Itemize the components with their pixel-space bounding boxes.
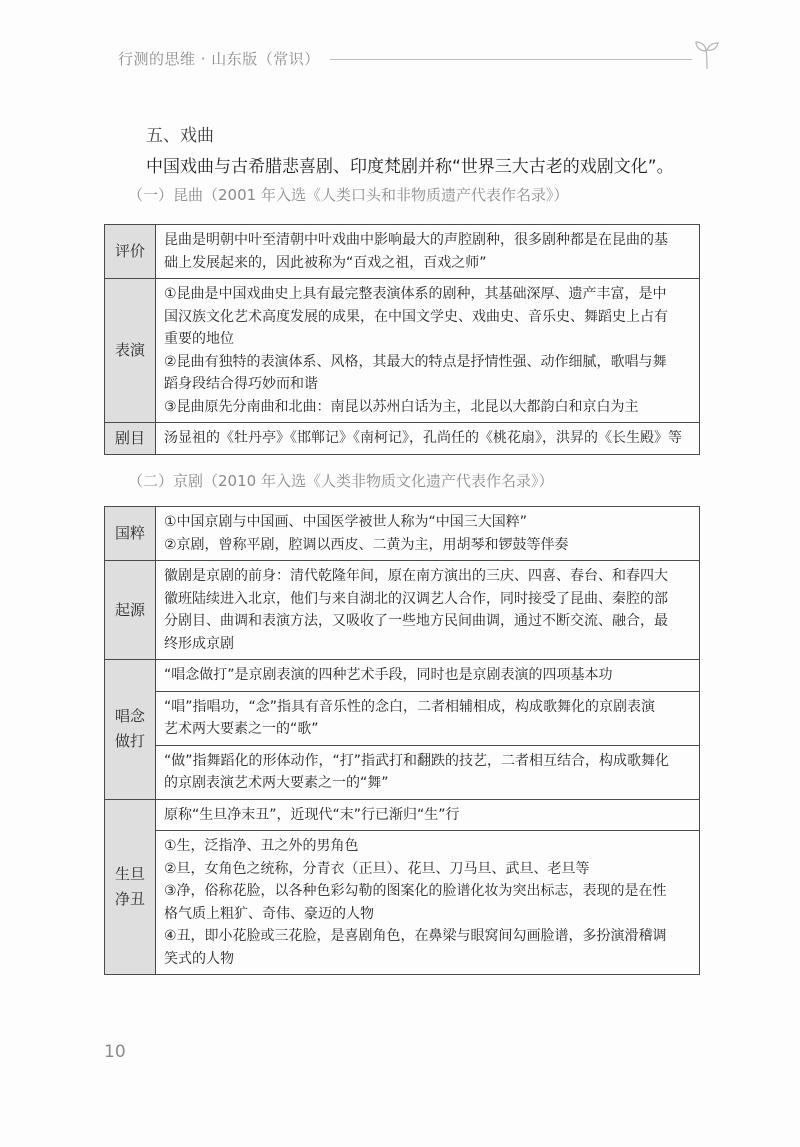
text-line: 国汉族文化艺术高度发展的成果，在中国文学史、戏曲史、音乐史、舞蹈史上占有 bbox=[164, 308, 668, 325]
row-label: 表演 bbox=[105, 279, 156, 423]
label-line: 生旦 bbox=[114, 864, 145, 883]
skills-zuo-da bbox=[156, 745, 699, 799]
row-label: 剧目 bbox=[105, 423, 156, 455]
text-line: ①生，泛指净、丑之外的男角色 bbox=[164, 838, 359, 854]
roles-details bbox=[156, 830, 699, 974]
kunqu-row-evaluation bbox=[105, 225, 700, 279]
text-line: 蹈身段结合得巧妙而和谐 bbox=[164, 376, 318, 392]
text-line: 格气质上粗犷、奇伟、豪迈的人物 bbox=[164, 905, 374, 922]
text-line: ②旦，女角色之统称，分青衣（正旦）、花旦、刀马旦、武旦、老旦等 bbox=[164, 860, 590, 877]
text-line: 础上发展起来的，因此被称为“百戏之祖，百戏之师” bbox=[164, 254, 487, 271]
text-line: 汤显祖的《牡丹亭》《邯郸记》《南柯记》，孔尚任的《桃花扇》，洪昇的《长生殿》等 bbox=[164, 430, 682, 446]
row-content bbox=[156, 799, 700, 975]
jingju-row-performance-skills bbox=[105, 660, 700, 800]
row-label: 评价 bbox=[105, 225, 156, 279]
row-content bbox=[156, 225, 700, 279]
text-line: 徽剧是京剧的前身：清代乾隆年间，原在南方演出的三庆、四喜、春台、和春四大 bbox=[164, 568, 668, 584]
skills-chang-nian bbox=[156, 691, 699, 745]
jingju-table bbox=[104, 506, 700, 975]
text-line: “唱念做打”是京剧表演的四种艺术手段，同时也是京剧表演的四项基本功 bbox=[164, 667, 613, 683]
text-line: ③昆曲原先分南曲和北曲：南昆以苏州白话为主，北昆以大都韵白和京白为主 bbox=[164, 398, 639, 415]
text-line: ②京剧，曾称平剧，腔调以西皮、二黄为主，用胡琴和锣鼓等伴奏 bbox=[164, 536, 569, 553]
running-title: 行测的思维 · 山东版（常识） bbox=[118, 50, 320, 68]
row-content bbox=[156, 423, 700, 455]
jingju-row-roles bbox=[105, 799, 700, 975]
text-line: “做”指舞蹈化的形体动作，“打”指武打和翻跌的技艺，二者相互结合，构成歌舞化 bbox=[164, 752, 670, 769]
text-line: 终形成京剧 bbox=[164, 635, 234, 652]
text-line: “唱”指唱功，“念”指具有音乐性的念白，二者相辅相成，构成歌舞化的京剧表演 bbox=[164, 698, 656, 715]
text-line: 分剧目、曲调和表演方法，又吸收了一些地方民间曲调，通过不断交流、融合，最 bbox=[164, 613, 668, 629]
text-line: ①昆曲是中国戏曲史上具有最完整表演体系的剧种，其基础深厚、遗产丰富，是中 bbox=[164, 286, 667, 302]
row-content bbox=[156, 279, 700, 423]
skills-summary bbox=[156, 660, 699, 691]
text-line: ④丑，即小花脸或三花脸，是喜剧角色，在鼻梁与眼窝间勾画脸谱，多扮演滑稽调 bbox=[164, 928, 667, 944]
kunqu-table bbox=[104, 224, 700, 455]
kunqu-heading: （一）昆曲（2001 年入选《人类口头和非物质遗产代表作名录》） bbox=[128, 186, 569, 204]
text-line: 艺术两大要素之一的“歌” bbox=[164, 721, 319, 737]
text-line: 的京剧表演艺术两大要素之一的“舞” bbox=[164, 775, 389, 791]
jingju-row-national-essence bbox=[105, 507, 700, 561]
roles-summary bbox=[156, 800, 699, 831]
jingju-heading: （二）京剧（2010 年入选《人类非物质文化遗产代表作名录》） bbox=[128, 472, 554, 490]
label-line: 唱念 bbox=[114, 707, 145, 726]
sprout-leaf-icon bbox=[694, 40, 720, 70]
text-line: 笑式的人物 bbox=[164, 950, 234, 967]
text-line: 徽班陆续进入北京，他们与来自湖北的汉调艺人合作，同时接受了昆曲、秦腔的部 bbox=[164, 590, 668, 607]
section-title: 五、戏曲 bbox=[146, 126, 214, 146]
text-line: 昆曲是明朝中叶至清朝中叶戏曲中影响最大的声腔剧种，很多剧种都是在昆曲的基 bbox=[164, 232, 668, 248]
text-line: ②昆曲有独特的表演体系、风格，其最大的特点是抒情性强、动作细腻，歌唱与舞 bbox=[164, 353, 667, 370]
row-label: 起源 bbox=[105, 561, 156, 660]
label-line: 做打 bbox=[114, 732, 145, 751]
row-label: 国粹 bbox=[105, 507, 156, 561]
header-rule bbox=[330, 59, 692, 60]
section-intro: 中国戏曲与古希腊悲喜剧、印度梵剧并称“世界三大古老的戏剧文化”。 bbox=[146, 157, 674, 177]
running-header bbox=[118, 40, 720, 76]
row-label bbox=[105, 799, 156, 975]
page-number: 10 bbox=[104, 1042, 126, 1062]
kunqu-row-performance bbox=[105, 279, 700, 423]
row-content bbox=[156, 660, 700, 800]
label-line: 净丑 bbox=[114, 889, 145, 908]
text-line: ③净，俗称花脸，以各种色彩勾勒的图案化的脸谱化妆为突出标志，表现的是在性 bbox=[164, 883, 667, 899]
kunqu-row-repertoire bbox=[105, 423, 700, 455]
text-line: 原称“生旦净末丑”，近现代“末”行已渐归“生”行 bbox=[164, 806, 460, 823]
jingju-row-origin bbox=[105, 561, 700, 660]
row-content bbox=[156, 507, 700, 561]
row-content bbox=[156, 561, 700, 660]
text-line: ①中国京剧与中国画、中国医学被世人称为“中国三大国粹” bbox=[164, 514, 528, 530]
text-line: 重要的地位 bbox=[164, 331, 234, 347]
row-label bbox=[105, 660, 156, 800]
